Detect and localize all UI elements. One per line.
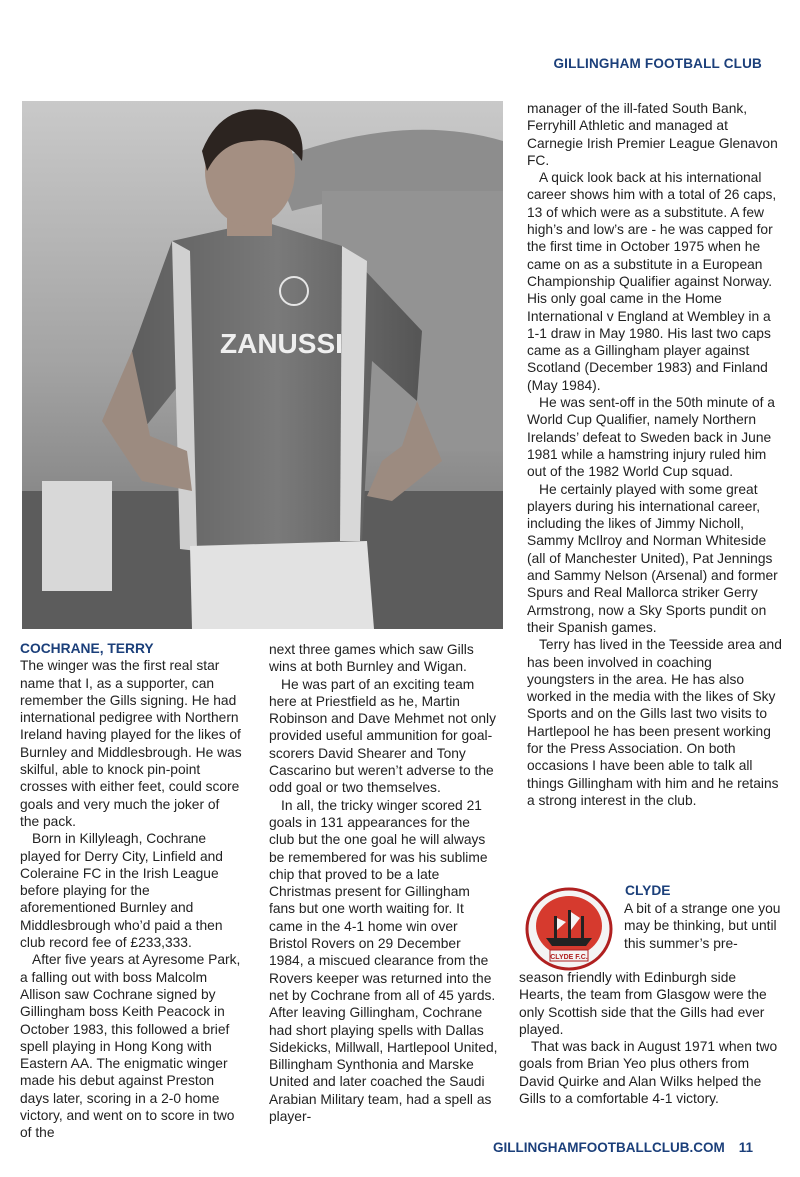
- paragraph: In all, the tricky winger scored 21 goals in 131 appearances for the club but the one goal he will always be remembered for was his sublime chip that proved to be a late Christmas present for Gillingham fans but one worth waiting for. It came in the 4-1 home win over Bristol Rovers on 29 December 1984, a miscued clearance from the Rovers keeper was returned into the net by Cochrane from all of 45 yards. After leaving Gillingham, Cochrane had short playing spells with Dallas Sidekicks, Millwall, Hartlepool United, Billingham Synthonia and Marske United and later coached the Saudi Arabian Military team, had a spell as player-: [269, 797, 498, 1125]
- clyde-intro: A bit of a strange one you may be thinking, but until this summer’s pre-: [624, 901, 781, 951]
- clyde-heading: CLYDE: [625, 883, 671, 898]
- paragraph: That was back in August 1971 when two goals from Brian Yeo plus others from David Quirke and Alan Wilks helped the Gills to a comfortable 4-1 victory.: [519, 1039, 778, 1107]
- column-3: [527, 100, 782, 809]
- svg-text:CLYDE F.C.: CLYDE F.C.: [550, 954, 588, 961]
- paragraph: He was part of an exciting team here at Priestfield as he, Martin Robinson and Dave Mehmet not only provided useful ammunition for goal-scorers David Shearer and Tony Cascarino but weren’t adverse to the odd goal or two themselves.: [269, 676, 497, 796]
- paragraph: next three games which saw Gills wins at both Burnley and Wigan.: [269, 642, 474, 675]
- player-photo: [22, 101, 503, 629]
- clyde-body: [519, 969, 781, 1107]
- page-number: 11: [738, 1140, 753, 1155]
- footer: [493, 1140, 753, 1155]
- paragraph: He was sent-off in the 50th minute of a World Cup Qualifier, namely Northern Irelands’ defeat to Sweden back in June 1981 while a hamstring injury ruled him out of the 1982 World Cup squad.: [527, 395, 775, 480]
- shirt-sponsor: ZANUSSI: [220, 328, 343, 359]
- column-1: [20, 640, 242, 1142]
- footer-site: GILLINGHAMFOOTBALLCLUB.COM: [493, 1140, 725, 1155]
- clyde-crest-logo: [524, 886, 614, 972]
- paragraph: Born in Killyleagh, Cochrane played for Derry City, Linfield and Coleraine FC in the Irish League before playing for the aforementioned Burnley and Middlesbrough who’d paid a then club record fee of £233,333.: [20, 831, 223, 951]
- paragraph: Terry has lived in the Teesside area and has been involved in coaching youngsters in the area. He has also worked in the media with the likes of Sky Sports and on the Gills last two visits to Hartlepool he has been present working for the Press Association. On both occasions I have been able to talk all things Gillingham with him and he retains a strong interest in the club.: [527, 637, 782, 808]
- paragraph: A quick look back at his international career shows him with a total of 26 caps, 13 of which were as a substitute. A few high’s and low’s are - he was capped for the first time in October 1975 when he came on as a substitute in a European Championship Qualifier against Norway. His only goal came in the Home International v England at Wembley in a 1-1 draw in May 1980. His last two caps came as a Gillingham player against Scotland (December 1983) and Finland (May 1984).: [527, 170, 777, 393]
- profile-heading: COCHRANE, TERRY: [20, 641, 154, 656]
- column-2: [269, 641, 499, 1125]
- running-header: GILLINGHAM FOOTBALL CLUB: [553, 56, 762, 71]
- paragraph: After five years at Ayresome Park, a falling out with boss Malcolm Allison saw Cochrane signed by Gillingham boss Keith Peacock in October 1983, this followed a brief spell playing in Hong Kong with Eastern AA. The enigmatic winger made his debut against Preston days later, scoring in a 2-0 home victory, and went on to score in two of the: [20, 952, 241, 1141]
- paragraph: manager of the ill-fated South Bank, Ferryhill Athletic and managed at Carnegie Irish Premier League Glenavon FC.: [527, 101, 778, 168]
- paragraph: season friendly with Edinburgh side Hearts, the team from Glasgow were the only Scottish side that the Gills had ever played.: [519, 970, 767, 1037]
- paragraph: The winger was the first real star name that I, as a supporter, can remember the Gills signing. He had international pedigree with Northern Ireland having played for the likes of Burnley and Middlesbrough. He was skilful, able to knock pin-point crosses with either feet, could score goals and very much the joker of the pack.: [20, 658, 242, 829]
- player-photo-illustration: [22, 101, 503, 629]
- paragraph: He certainly played with some great players during his international career, including the likes of Jimmy Nicholl, Sammy McIlroy and Norman Whiteside (all of Manchester United), Pat Jennings and Sammy Nelson (Arsenal) and former Spurs and Real Mallorca striker Gerry Armstrong, now a Sky Sports pundit on their Spanish games.: [527, 481, 778, 635]
